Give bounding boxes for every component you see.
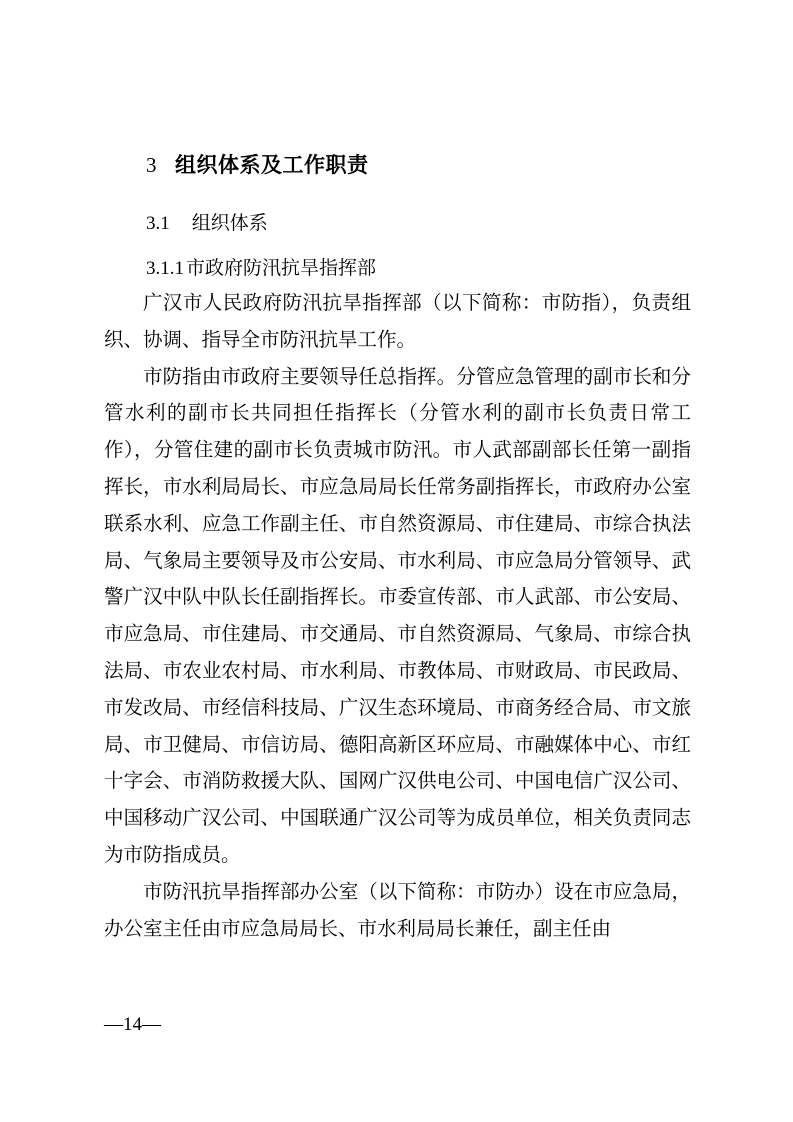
subsection-number: 3.1 — [146, 213, 170, 234]
section-heading — [146, 149, 369, 179]
subsection-title: 组织体系 — [191, 212, 268, 234]
body-text — [104, 285, 691, 947]
subsubsection-number: 3.1.1 — [146, 258, 184, 279]
page-number: —14— — [104, 1014, 161, 1035]
subsection-heading — [146, 208, 268, 235]
paragraph: 市防指由市政府主要领导任总指挥。分管应急管理的副市长和分管水利的副市长共同担任指挥长（分管水利的副市长负责日常工作），分管住建的副市长负责城市防汛。市人武部副部长任第一副指挥长，市水利局局长、市应急局局长任常务副指挥长，市政府办公室联系水利、应急工作副主任、市自然资源局、市住建局、市综合执法局、气象局主要领导及市公安局、市水利局、市应急局分管领导、武警广汉中队中队长任副指挥长。市委宣传部、市人武部、市公安局、市应急局、市住建局、市交通局、市自然资源局、气象局、市综合执法局、市农业农村局、市水利局、市教体局、市财政局、市民政局、市发改局、市经信科技局、广汉生态环境局、市商务经合局、市文旅局、市卫健局、市信访局、德阳高新区环应局、市融媒体中心、市红十字会、市消防救援大队、国网广汉供电公司、中国电信广汉公司、中国移动广汉公司、中国联通广汉公司等为成员单位，相关负责同志为市防指成员。 — [104, 364, 691, 866]
subsubsection-heading — [146, 253, 376, 280]
section-number: 3 — [146, 153, 157, 177]
paragraph: 市防汛抗旱指挥部办公室（以下简称：市防办）设在市应急局，办公室主任由市应急局局长、市水利局局长兼任，副主任由 — [104, 879, 691, 940]
section-title: 组织体系及工作职责 — [175, 153, 369, 177]
subsubsection-title: 市政府防汛抗旱指挥部 — [186, 257, 377, 279]
paragraph: 广汉市人民政府防汛抗旱指挥部（以下简称：市防指），负责组织、协调、指导全市防汛抗旱工作。 — [104, 291, 691, 351]
